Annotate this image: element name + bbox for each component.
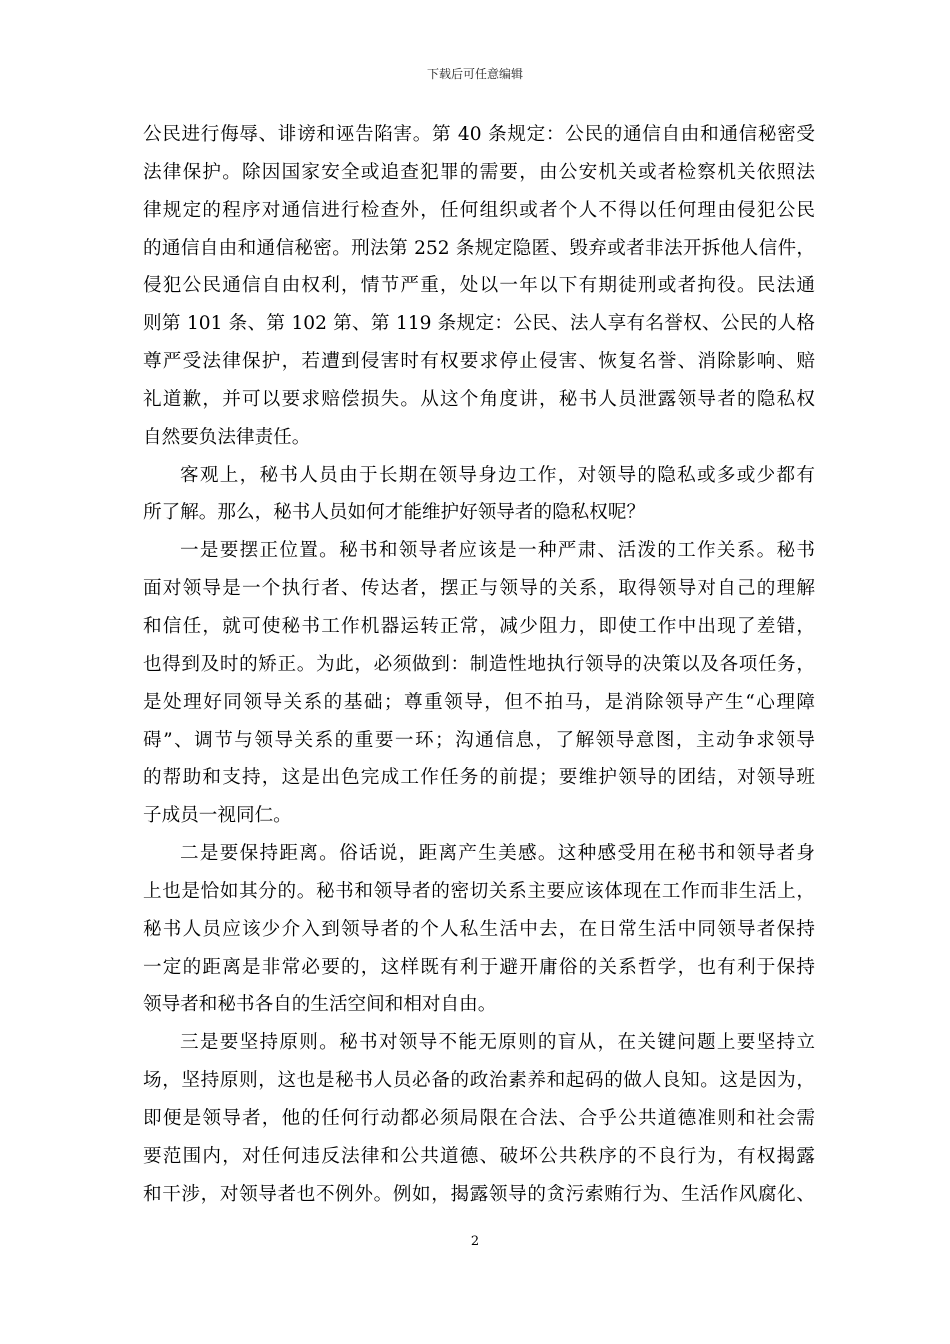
text-line: 所了解。那么，秘书人员如何才能维护好领导者的隐私权呢？ xyxy=(143,502,646,524)
text-line: 子成员一视同仁。 xyxy=(143,805,292,827)
page-header: 下载后可任意编辑 xyxy=(426,67,523,81)
text-line: 碍”、调节与领导关系的重要一环；沟通信息，了解领导意图，主动争求领导 xyxy=(143,729,815,751)
text-line: 的通信自由和通信秘密。刑法第 252 条规定隐匿、毁弃或者非法开拆他人信件， xyxy=(143,237,815,259)
paragraph xyxy=(143,116,815,457)
text-line: 礼道歉，并可以要求赔偿损失。从这个角度讲，秘书人员泄露领导者的隐私权 xyxy=(143,388,815,410)
text-line: 的帮助和支持，这是出色完成工作任务的前提；要维护领导的团结，对领导班 xyxy=(143,767,815,789)
text-line: 秘书人员应该少介入到领导者的个人私生活中去，在日常生活中同领导者保持 xyxy=(143,918,815,940)
text-line: 自然要负法律责任。 xyxy=(143,426,311,448)
paragraph xyxy=(143,1024,815,1213)
paragraph xyxy=(143,532,815,835)
text-line: 也得到及时的矫正。为此，必须做到：制造性地执行领导的决策以及各项任务， xyxy=(143,653,815,675)
text-line: 则第 101 条、第 102 第、第 119 条规定：公民、法人享有名誉权、公民的人格 xyxy=(143,313,815,335)
text-line: 是处理好同领导关系的基础；尊重领导，但不拍马，是消除领导产生“心理障 xyxy=(143,691,815,713)
text-line: 即便是领导者，他的任何行动都必须局限在合法、合乎公共道德准则和社会需 xyxy=(143,1107,815,1129)
text-line: 面对领导是一个执行者、传达者，摆正与领导的关系，取得领导对自己的理解 xyxy=(143,578,815,600)
text-line: 一是要摆正位置。秘书和领导者应该是一种严肃、活泼的工作关系。秘书 xyxy=(180,540,815,562)
paragraph xyxy=(143,835,815,1024)
text-line: 公民进行侮辱、诽谤和诬告陷害。第 40 条规定：公民的通信自由和通信秘密受 xyxy=(143,124,815,145)
text-line: 尊严受法律保护，若遭到侵害时有权要求停止侵害、恢复名誉、消除影响、赔 xyxy=(143,351,815,373)
text-line: 一定的距离是非常必要的，这样既有利于避开庸俗的关系哲学，也有利于保持 xyxy=(143,956,815,978)
page-number: 2 xyxy=(470,1234,480,1249)
paragraph xyxy=(143,457,815,533)
text-line: 要范围内，对任何违反法律和公共道德、破坏公共秩序的不良行为，有权揭露 xyxy=(143,1145,815,1167)
text-line: 三是要坚持原则。秘书对领导不能无原则的盲从，在关键问题上要坚持立 xyxy=(180,1032,815,1054)
text-line: 二是要保持距离。俗话说，距离产生美感。这种感受用在秘书和领导者身 xyxy=(180,843,815,865)
text-line: 客观上，秘书人员由于长期在领导身边工作，对领导的隐私或多或少都有 xyxy=(180,464,815,486)
document-body xyxy=(143,116,815,1213)
text-line: 律规定的程序对通信进行检查外，任何组织或者个人不得以任何理由侵犯公民 xyxy=(143,199,815,221)
text-line: 侵犯公民通信自由权利，情节严重，处以一年以下有期徒刑或者拘役。民法通 xyxy=(143,275,815,297)
text-line: 法律保护。除因国家安全或追查犯罪的需要，由公安机关或者检察机关依照法 xyxy=(143,161,815,183)
text-line: 领导者和秘书各自的生活空间和相对自由。 xyxy=(143,994,497,1016)
text-line: 和信任，就可使秘书工作机器运转正常，减少阻力，即使工作中出现了差错， xyxy=(143,615,815,637)
text-line: 上也是恰如其分的。秘书和领导者的密切关系主要应该体现在工作而非生活上， xyxy=(143,880,815,902)
text-line: 场，坚持原则，这也是秘书人员必备的政治素养和起码的做人良知。这是因为， xyxy=(143,1070,815,1092)
text-line: 和干涉，对领导者也不例外。例如，揭露领导的贪污索贿行为、生活作风腐化、 xyxy=(143,1183,815,1205)
